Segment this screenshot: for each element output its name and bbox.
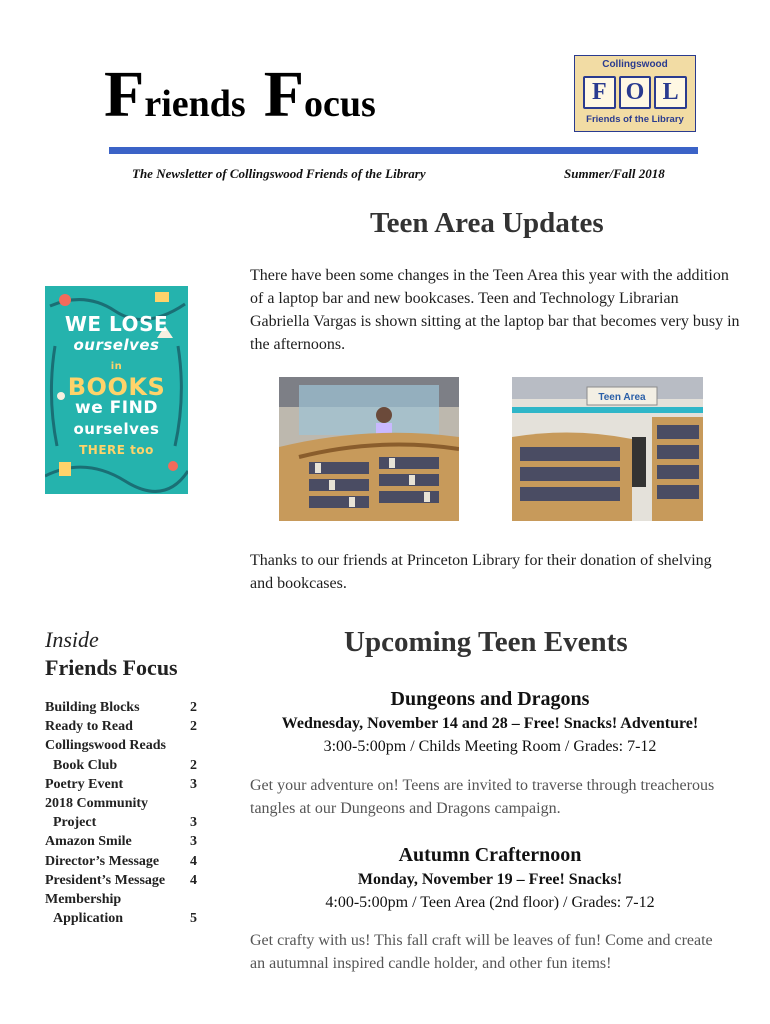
upcoming-events-heading: Upcoming Teen Events	[344, 626, 628, 658]
toc-row	[45, 813, 197, 832]
masthead-word-focus: Focus	[263, 58, 376, 131]
poster-line: THERE too	[79, 443, 154, 457]
toc-page: 2	[190, 757, 197, 773]
issue-label: Summer/Fall 2018	[564, 166, 665, 181]
logo-letter: F	[583, 76, 616, 109]
toc-page: 4	[190, 853, 197, 869]
toc-label: Building Blocks	[45, 700, 140, 715]
toc-row	[45, 736, 197, 755]
poster-text	[45, 314, 188, 461]
toc-label: Collingswood Reads	[45, 738, 166, 754]
toc-row	[45, 832, 197, 851]
logo-top-text: Collingswood	[602, 59, 668, 70]
inside-label: Inside	[45, 627, 99, 652]
event-description: Get crafty with us! This fall craft will be leaves of fun! Come and create an autumnal inspired candle holder, and other fun items!	[250, 932, 713, 972]
poster-line: ourselves	[73, 336, 160, 354]
toc-label: President’s Message	[45, 872, 166, 888]
poster-line: we FIND	[75, 398, 158, 418]
toc-label: Poetry Event	[45, 776, 124, 792]
toc-page: 2	[190, 700, 197, 715]
toc-label: Director’s Message	[45, 853, 160, 869]
toc-label: Amazon Smile	[45, 834, 132, 850]
inside-header	[45, 626, 178, 683]
event-date: Wednesday, November 14 and 28 – Free! Snacks! Adventure!	[281, 715, 699, 732]
toc-row	[45, 852, 197, 871]
logo-letter: O	[619, 76, 652, 109]
toc-row	[45, 871, 197, 890]
teen-area-heading: Teen Area Updates	[370, 207, 604, 239]
toc-label: 2018 Community	[45, 795, 149, 811]
toc-page: 3	[190, 776, 197, 792]
logo-letter: L	[654, 76, 687, 109]
toc-row	[45, 698, 197, 717]
toc-page: 5	[190, 911, 197, 927]
teen-area-intro: There have been some changes in the Teen Area this year with the addition of a laptop bar and new bookcases. Teen and Technology Librarian Gabriella Vargas is shown sitting at the laptop bar that becomes very busy in the afternoons.	[250, 267, 740, 353]
table-of-contents	[45, 698, 197, 928]
toc-label: Book Club	[53, 757, 118, 773]
masthead-word-friends: Friends	[104, 58, 246, 131]
toc-row	[45, 890, 197, 909]
toc-label: Ready to Read	[45, 719, 133, 735]
newsletter-subtitle: The Newsletter of Collingswood Friends of the Library	[132, 166, 426, 181]
laptop-bar-photo	[279, 377, 459, 521]
teen-area-thanks: Thanks to our friends at Princeton Library for their donation of shelving and bookcases.	[250, 552, 712, 592]
event-title: Autumn Crafternoon	[398, 844, 582, 866]
poster-line: WE LOSE	[64, 312, 169, 336]
poster-line: BOOKS	[67, 373, 166, 401]
teen-area-sign: Teen Area	[598, 392, 646, 403]
event-date: Monday, November 19 – Free! Snacks!	[357, 871, 623, 888]
toc-row	[45, 775, 197, 794]
toc-page: 2	[190, 719, 197, 735]
event-details: 3:00-5:00pm / Childs Meeting Room / Grades: 7-12	[323, 738, 657, 755]
reading-poster-image	[45, 286, 188, 494]
poster-line: ourselves	[73, 420, 160, 438]
toc-row	[45, 717, 197, 736]
new-bookcases-photo	[512, 377, 703, 521]
poster-line: in	[110, 361, 123, 372]
logo-bottom-text: Friends of the Library	[586, 114, 684, 125]
logo-letters	[583, 76, 687, 109]
event-title: Dungeons and Dragons	[390, 688, 590, 710]
masthead-title	[104, 58, 376, 131]
event-description: Get your adventure on! Teens are invited to traverse through treacherous tangles at our Dungeons and Dragons campaign.	[250, 777, 715, 817]
toc-label: Membership	[45, 891, 122, 907]
toc-label: Project	[53, 815, 97, 831]
toc-row	[45, 756, 197, 775]
event-details: 4:00-5:00pm / Teen Area (2nd floor) / Grades: 7-12	[325, 894, 655, 911]
toc-page: 4	[190, 872, 197, 888]
inside-title: Friends Focus	[45, 655, 178, 680]
fol-logo	[574, 55, 696, 132]
toc-row	[45, 794, 197, 813]
masthead-rule	[109, 147, 698, 154]
toc-page: 3	[190, 834, 197, 850]
bookcases-illustration	[512, 377, 703, 521]
laptop-bar-illustration	[279, 377, 459, 521]
toc-label: Application	[53, 911, 124, 927]
toc-row	[45, 909, 197, 928]
toc-page: 3	[190, 815, 197, 831]
